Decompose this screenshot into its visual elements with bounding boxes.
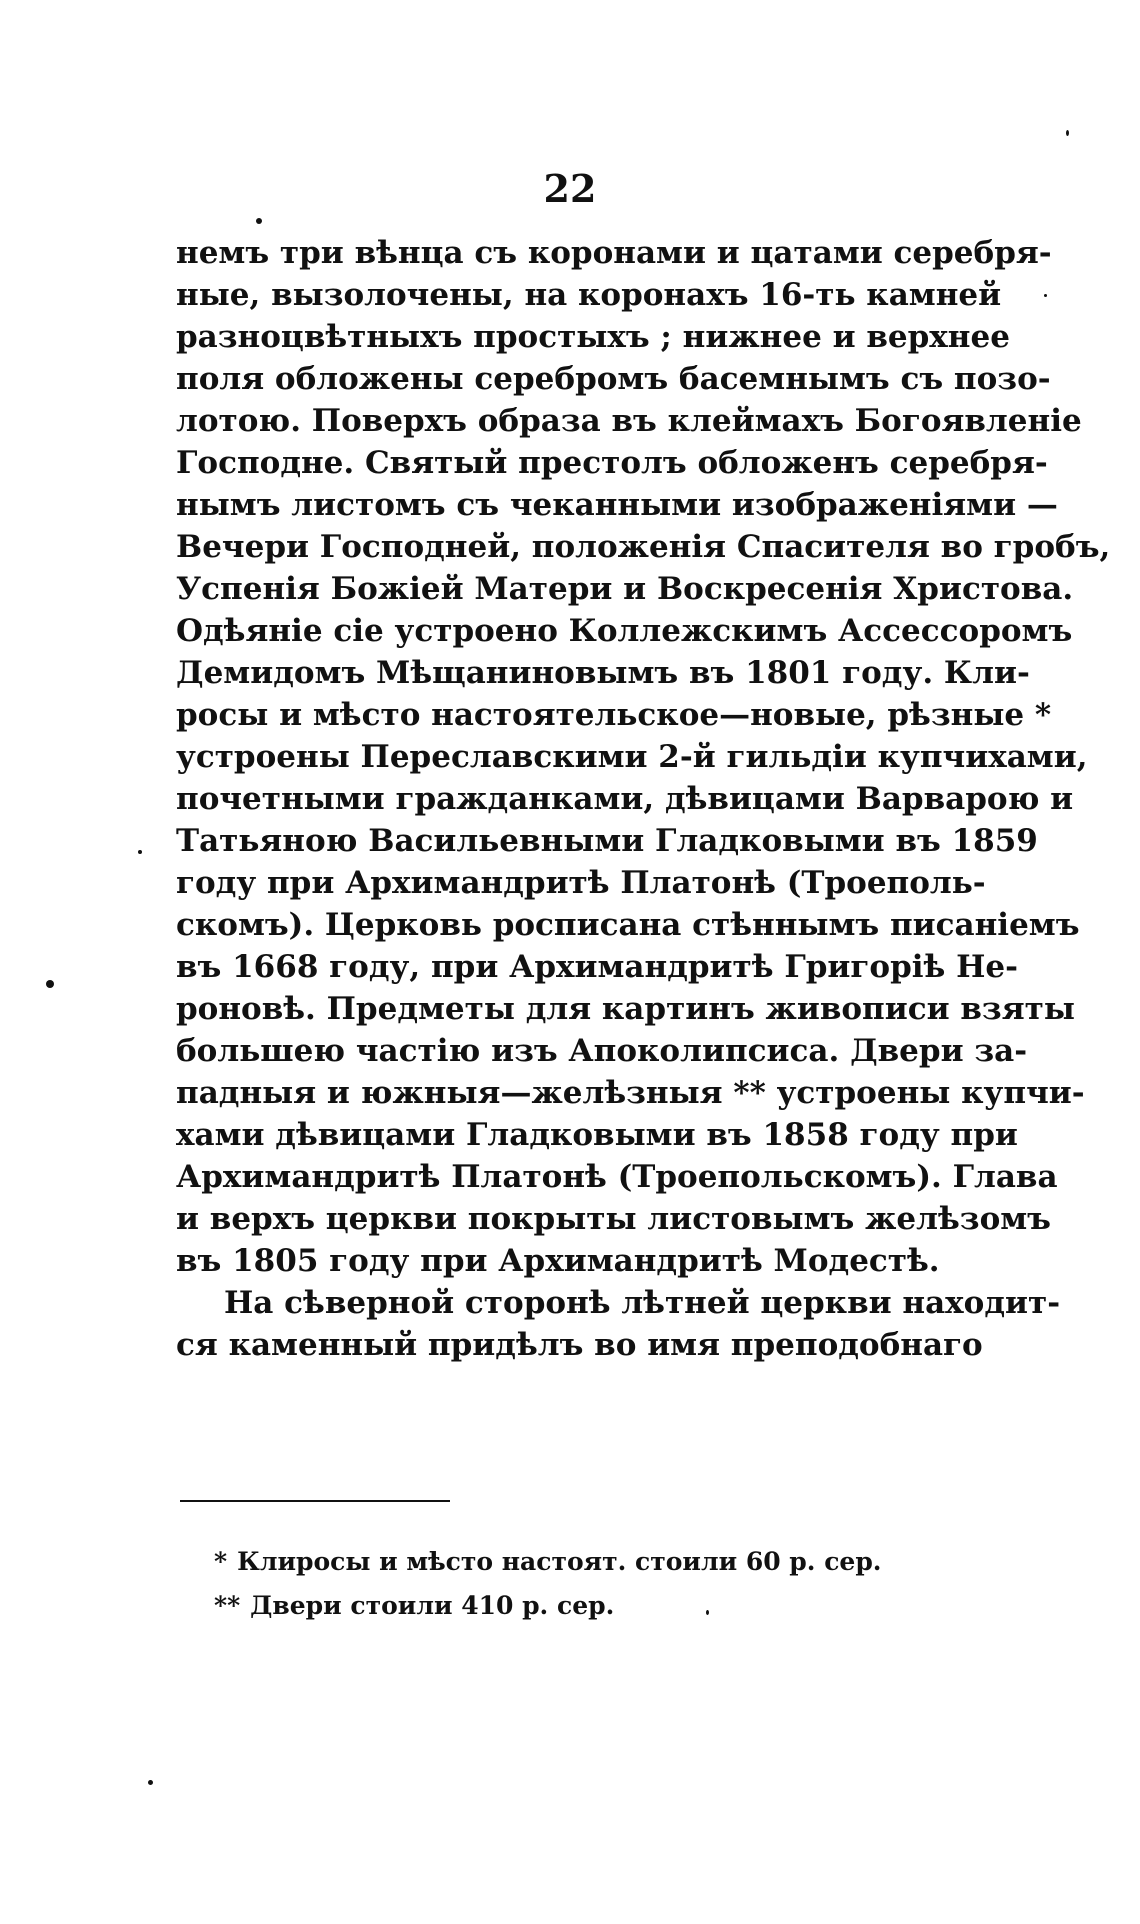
text-line: скомъ). Церковь росписана стѣннымъ писаніемъ (176, 907, 1080, 943)
text-line: Архимандритѣ Платонѣ (Троепольскомъ). Глава (176, 1159, 1058, 1195)
text-line: ся каменный придѣлъ во имя преподобнаго (176, 1327, 983, 1363)
footnote (214, 1584, 914, 1628)
text-line: Татьяною Васильевными Гладковыми въ 1859 (176, 823, 1038, 859)
footnote-text: Двери стоили 410 р. сер. (250, 1591, 615, 1620)
scan-speck (148, 1780, 153, 1785)
text-line: разноцвѣтныхъ простыхъ ; нижнее и верхнее (176, 319, 1010, 355)
text-line: Господне. Святый престолъ обложенъ серебря- (176, 445, 1048, 481)
text-line: лотою. Поверхъ образа въ клеймахъ Богоявленіе (176, 403, 1082, 439)
text-line: Вечери Господней, положенія Спасителя во гробъ, (176, 529, 1111, 565)
text-line: устроены Переславскими 2-й гильдіи купчихами, (176, 739, 1088, 775)
text-line: Успенія Божіей Матери и Воскресенія Христова. (176, 571, 1074, 607)
scan-speck (256, 218, 262, 224)
scan-speck (1044, 294, 1047, 297)
scan-speck (1066, 130, 1069, 136)
text-line: На сѣверной сторонѣ лѣтней церкви находит- (224, 1285, 1061, 1321)
text-line: въ 1805 году при Архимандритѣ Модестѣ. (176, 1243, 940, 1279)
scan-speck (138, 850, 142, 854)
text-line: въ 1668 году, при Архимандритѣ Григоріѣ Не- (176, 949, 1018, 985)
text-line: Одѣяніе сіе устроено Коллежскимъ Ассессоромъ (176, 613, 1073, 649)
scan-speck (706, 1610, 709, 1615)
text-line: Демидомъ Мѣщаниновымъ въ 1801 году. Кли- (176, 655, 1030, 691)
text-line: поля обложены серебромъ басемнымъ съ позо- (176, 361, 1051, 397)
text-line: росы и мѣсто настоятельское—новые, рѣзные * (176, 697, 1052, 733)
text-line: нымъ листомъ съ чеканными изображеніями — (176, 487, 1058, 523)
footnote-text: Клиросы и мѣсто настоят. стоили 60 р. сер. (237, 1547, 882, 1576)
text-line: почетными гражданками, дѣвицами Варварою и (176, 781, 1074, 817)
text-line: большею частію изъ Апоколипсиса. Двери за- (176, 1033, 1028, 1069)
body-text (176, 232, 1111, 1366)
text-line: году при Архимандритѣ Платонѣ (Троеполь- (176, 865, 986, 901)
footnote (214, 1540, 914, 1584)
footnote-divider (180, 1500, 450, 1502)
footnotes (214, 1540, 914, 1628)
text-line: и верхъ церкви покрыты листовымъ желѣзомъ (176, 1201, 1051, 1237)
text-line: немъ три вѣнца съ коронами и цатами серебря- (176, 235, 1052, 271)
scan-speck (46, 980, 54, 988)
footnote-mark: ** (214, 1591, 241, 1620)
text-line: ные, вызолочены, на коронахъ 16-ть камней (176, 277, 1002, 313)
page-number: 22 (543, 166, 597, 211)
text-line: хами дѣвицами Гладковыми въ 1858 году при (176, 1117, 1018, 1153)
text-line: падныя и южныя—желѣзныя ** устроены купчи- (176, 1075, 1085, 1111)
text-line: роновѣ. Предметы для картинъ живописи взяты (176, 991, 1075, 1027)
footnote-mark: * (214, 1547, 228, 1576)
